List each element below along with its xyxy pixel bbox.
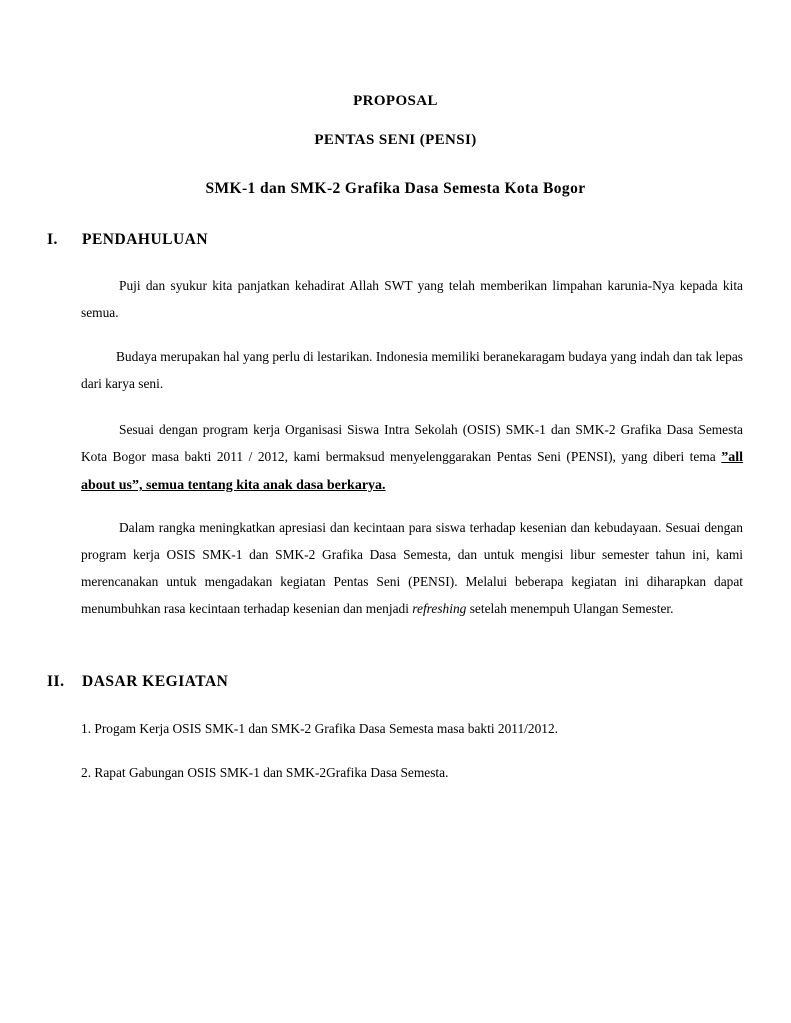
section-1-number: I. (47, 231, 58, 248)
section-1-heading: PENDAHULUAN (82, 231, 209, 248)
section-2-number: II. (47, 673, 65, 690)
document-organization: SMK-1 dan SMK-2 Grafika Dasa Semesta Kota Bogor (205, 180, 586, 197)
event-theme: ”all about us”, semua tentang kita anak dasa berkarya. (81, 450, 743, 493)
list-item: 1. Progam Kerja OSIS SMK-1 dan SMK-2 Grafika Dasa Semesta masa bakti 2011/2012. (81, 721, 559, 736)
paragraph-1: Puji dan syukur kita panjatkan kehadirat Allah SWT yang telah memberikan limpahan karunia-Nya kepada kita semua. (81, 278, 743, 320)
paragraph-4-italic: refreshing (412, 601, 467, 616)
paragraph-2: Budaya merupakan hal yang perlu di lestarikan. Indonesia memiliki beranekaragam budaya yang indah dan tak lepas dari karya seni. (81, 349, 743, 391)
paragraph-4-text: Dalam rangka meningkatkan apresiasi dan kecintaan para siswa terhadap kesenian dan kebudayaan. Sesuai dengan program kerja OSIS SMK-1 dan SMK-2 Grafika Dasa Semesta, dan untuk mengisi libur semester tahun ini, kami merencanakan untuk mengadakan kegiatan Pentas Seni (PENSI). Melalui beberapa kegiatan ini diharapkan dapat menumbuhkan rasa kecintaan terhadap kesenian dan menjadi (81, 520, 743, 616)
paragraph-3-text: Sesuai dengan program kerja Organisasi Siswa Intra Sekolah (OSIS) SMK-1 dan SMK-2 Grafika Dasa Semesta Kota Bogor masa bakti 2011 / 2012, kami bermaksud menyelenggarakan Pentas Seni (PENSI), yang diberi tema (81, 422, 743, 464)
paragraph-3 (81, 416, 743, 499)
document-subtitle: PENTAS SENI (PENSI) (314, 132, 477, 148)
document-title: PROPOSAL (353, 93, 438, 109)
paragraph-4-end: setelah menempuh Ulangan Semester. (466, 601, 674, 616)
section-2-heading: DASAR KEGIATAN (82, 673, 229, 690)
list-item: 2. Rapat Gabungan OSIS SMK-1 dan SMK-2Grafika Dasa Semesta. (81, 765, 449, 780)
paragraph-4 (81, 514, 743, 622)
